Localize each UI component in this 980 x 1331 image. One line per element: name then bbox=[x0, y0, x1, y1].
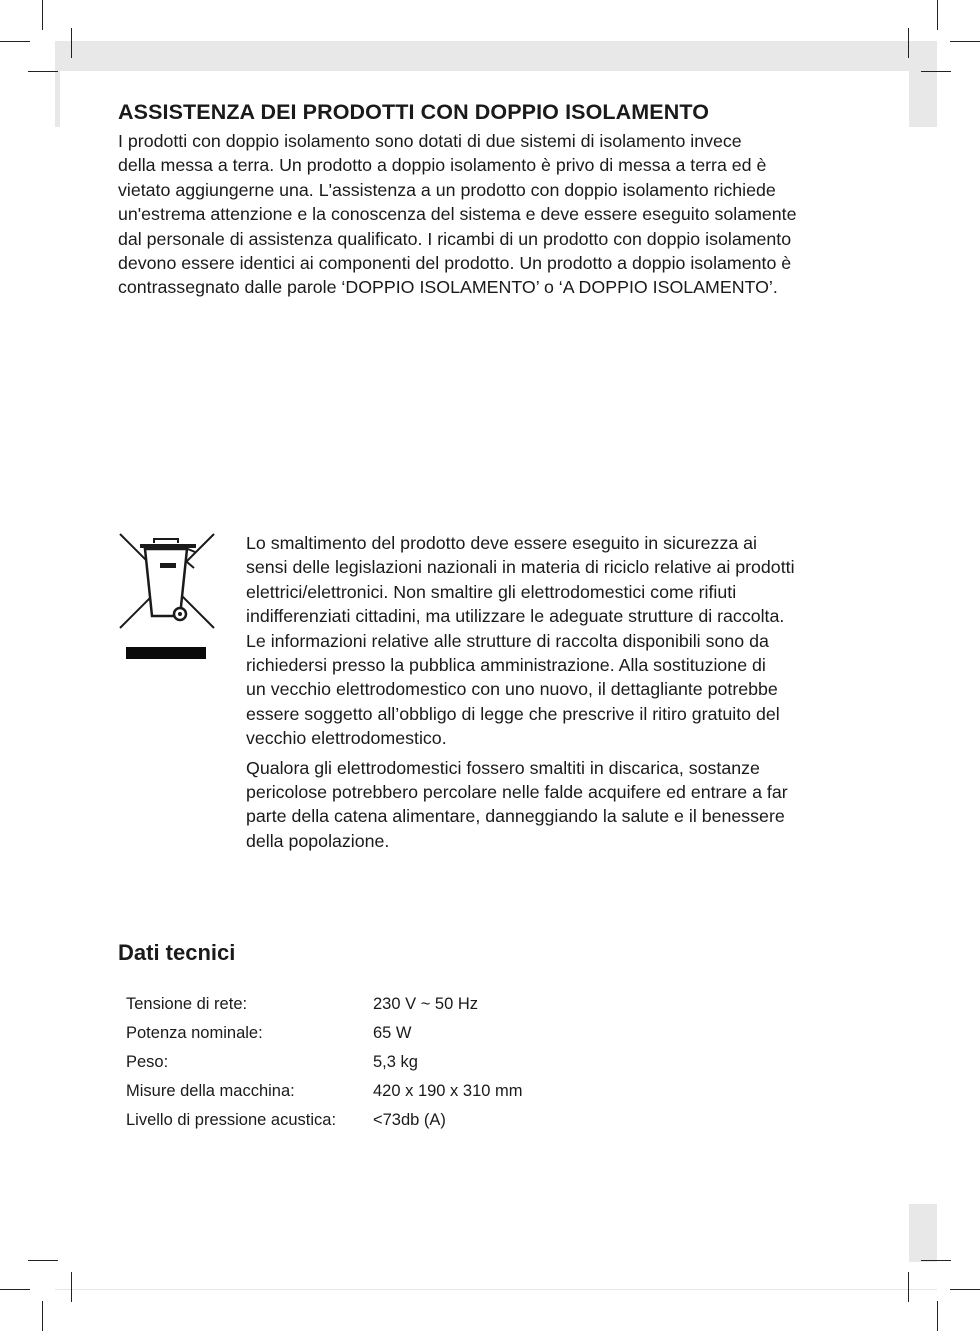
crop-mark bbox=[42, 0, 43, 30]
text-line: vietato aggiungerne una. L'assistenza a un prodotto con doppio isolamento richiede bbox=[118, 179, 776, 200]
disposal-text bbox=[246, 531, 886, 858]
weee-crossed-bin-icon bbox=[118, 532, 216, 660]
spec-label: Livello di pressione acustica: bbox=[126, 1111, 337, 1129]
text-line: della messa a terra. Un prodotto a doppio isolamento è privo di messa a terra ed è bbox=[118, 155, 767, 176]
table-row bbox=[126, 1106, 523, 1135]
text-line: vecchio elettrodomestico. bbox=[246, 728, 447, 749]
crop-mark bbox=[71, 1272, 72, 1302]
right-gray-tab-top bbox=[909, 71, 937, 127]
table-row bbox=[126, 1077, 523, 1106]
text-line: elettrici/elettronici. Non smaltire gli elettrodomestici come rifiuti bbox=[246, 581, 737, 602]
double-insulation-text bbox=[118, 129, 893, 300]
spec-label: Potenza nominale: bbox=[126, 1024, 263, 1042]
text-line: pericolose potrebbero percolare nelle falde acquifere ed entrare a far bbox=[246, 782, 788, 803]
crop-mark bbox=[921, 1260, 951, 1261]
text-line: Qualora gli elettrodomestici fossero smaltiti in discarica, sostanze bbox=[246, 757, 760, 778]
text-line: della popolazione. bbox=[246, 830, 390, 851]
top-gray-band bbox=[55, 41, 937, 71]
spec-value: 230 V ~ 50 Hz bbox=[373, 995, 479, 1013]
text-line: richiedersi presso la pubblica amministrazione. Alla sostituzione di bbox=[246, 655, 766, 676]
spec-value: 420 x 190 x 310 mm bbox=[373, 1082, 523, 1100]
crop-mark bbox=[908, 1272, 909, 1302]
text-line: Le informazioni relative alle strutture di raccolta disponibili sono da bbox=[246, 630, 769, 651]
text-line: contrassegnato dalle parole ‘DOPPIO ISOLAMENTO’ o ‘A DOPPIO ISOLAMENTO’. bbox=[118, 277, 778, 298]
crop-mark bbox=[937, 1301, 938, 1331]
right-gray-tab-bottom bbox=[909, 1204, 937, 1262]
technical-data-table bbox=[126, 990, 523, 1135]
crop-mark bbox=[937, 0, 938, 30]
crop-mark bbox=[908, 28, 909, 58]
crop-mark bbox=[0, 41, 30, 42]
spec-value: 65 W bbox=[373, 1024, 412, 1042]
disposal-paragraph-1 bbox=[246, 531, 886, 751]
crop-mark bbox=[71, 28, 72, 58]
text-line: I prodotti con doppio isolamento sono dotati di due sistemi di isolamento invece bbox=[118, 131, 742, 151]
text-line: essere soggetto all’obbligo di legge che prescrive il ritiro gratuito del bbox=[246, 703, 780, 724]
crop-mark bbox=[28, 1260, 58, 1261]
disposal-paragraph-2 bbox=[246, 756, 886, 854]
text-line: indifferenziati cittadini, ma utilizzare le adeguate strutture di raccolta. bbox=[246, 606, 785, 627]
text-line: Lo smaltimento del prodotto deve essere eseguito in sicurezza ai bbox=[246, 533, 758, 553]
text-line: un'estrema attenzione e la conoscenza del sistema e deve essere eseguito solamente bbox=[118, 204, 797, 225]
table-row bbox=[126, 1019, 523, 1048]
spec-label: Misure della macchina: bbox=[126, 1082, 295, 1100]
table-row bbox=[126, 1048, 523, 1077]
spec-label: Tensione di rete: bbox=[126, 995, 248, 1013]
crop-mark bbox=[921, 71, 951, 72]
text-line: parte della catena alimentare, danneggiando la salute e il benessere bbox=[246, 806, 785, 827]
text-line: devono essere identici ai componenti del prodotto. Un prodotto a doppio isolamento è bbox=[118, 253, 792, 274]
double-insulation-heading: ASSISTENZA DEI PRODOTTI CON DOPPIO ISOLAMENTO bbox=[118, 100, 710, 124]
technical-data-heading: Dati tecnici bbox=[118, 940, 236, 965]
spec-value: <73db (A) bbox=[373, 1111, 446, 1129]
crop-mark bbox=[0, 1289, 30, 1290]
crop-mark bbox=[28, 71, 58, 72]
crop-mark bbox=[950, 1289, 980, 1290]
text-line: sensi delle legislazioni nazionali in materia di riciclo relative ai prodotti bbox=[246, 557, 795, 578]
left-gray-tab bbox=[55, 71, 60, 127]
text-line: un vecchio elettrodomestico con uno nuovo, il dettagliante potrebbe bbox=[246, 679, 778, 700]
spec-value: 5,3 kg bbox=[373, 1053, 418, 1071]
spec-label: Peso: bbox=[126, 1053, 169, 1071]
crop-mark bbox=[950, 41, 980, 42]
bottom-rule bbox=[55, 1289, 937, 1290]
table-row bbox=[126, 990, 523, 1019]
crop-mark bbox=[42, 1301, 43, 1331]
text-line: dal personale di assistenza qualificato. I ricambi di un prodotto con doppio isolamento bbox=[118, 228, 792, 249]
